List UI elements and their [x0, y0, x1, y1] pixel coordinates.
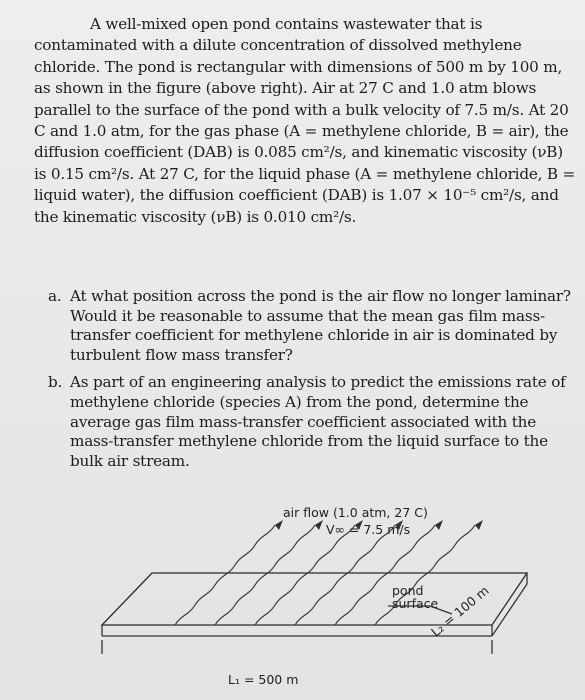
- length1-label: L₁ = 500 m: [228, 672, 299, 687]
- question-label: b.: [48, 373, 63, 392]
- question-text: As part of an engineering analysis to predict the emissions rate of methylene chloride (species A) from the pond, determine the average gas film mass-transfer coefficient associated with the mass-transfer methylene chloride from the liquid surface to the bulk air stream.: [70, 373, 566, 470]
- question-label: a.: [48, 287, 62, 305]
- velocity-label: V∞ = 7.5 m/s: [326, 522, 411, 537]
- pond-surface-label: pond surface: [392, 583, 439, 611]
- pond-edge: [492, 584, 527, 636]
- airflow-label: air flow (1.0 atm, 27 C): [283, 505, 428, 520]
- problem-intro: A well-mixed open pond contains wastewater that is contaminated with a dilute concentration of dissolved methylene chloride. The pond is rectangular with dimensions of 500 m by 100 m, as shown in the figure (above right). Air at 27 C and 1.0 atm blows parallel to the surface of the pond with a bulk velocity of 7.5 m/s. At 20 C and 1.0 atm, for the gas phase (A = methylene chloride, B = air), the diffusion coefficient (DAB) is 0.085 cm²/s, and kinematic viscosity (νB) is 0.15 cm²/s. At 27 C, for the liquid phase (A = methylene chloride, B = liquid water), the diffusion coefficient (DAB) is 1.07 × 10⁻⁵ cm²/s, and the kinematic viscosity (νB) is 0.010 cm²/s.: [34, 15, 576, 226]
- question-text: At what position across the pond is the air flow no longer laminar? Would it be reasonable to assume that the mean gas film mass-transfer coefficient for methylene chloride in air is dominated by turbulent flow mass transfer?: [70, 287, 571, 364]
- length2-label: L₂ = 100 m: [428, 582, 492, 640]
